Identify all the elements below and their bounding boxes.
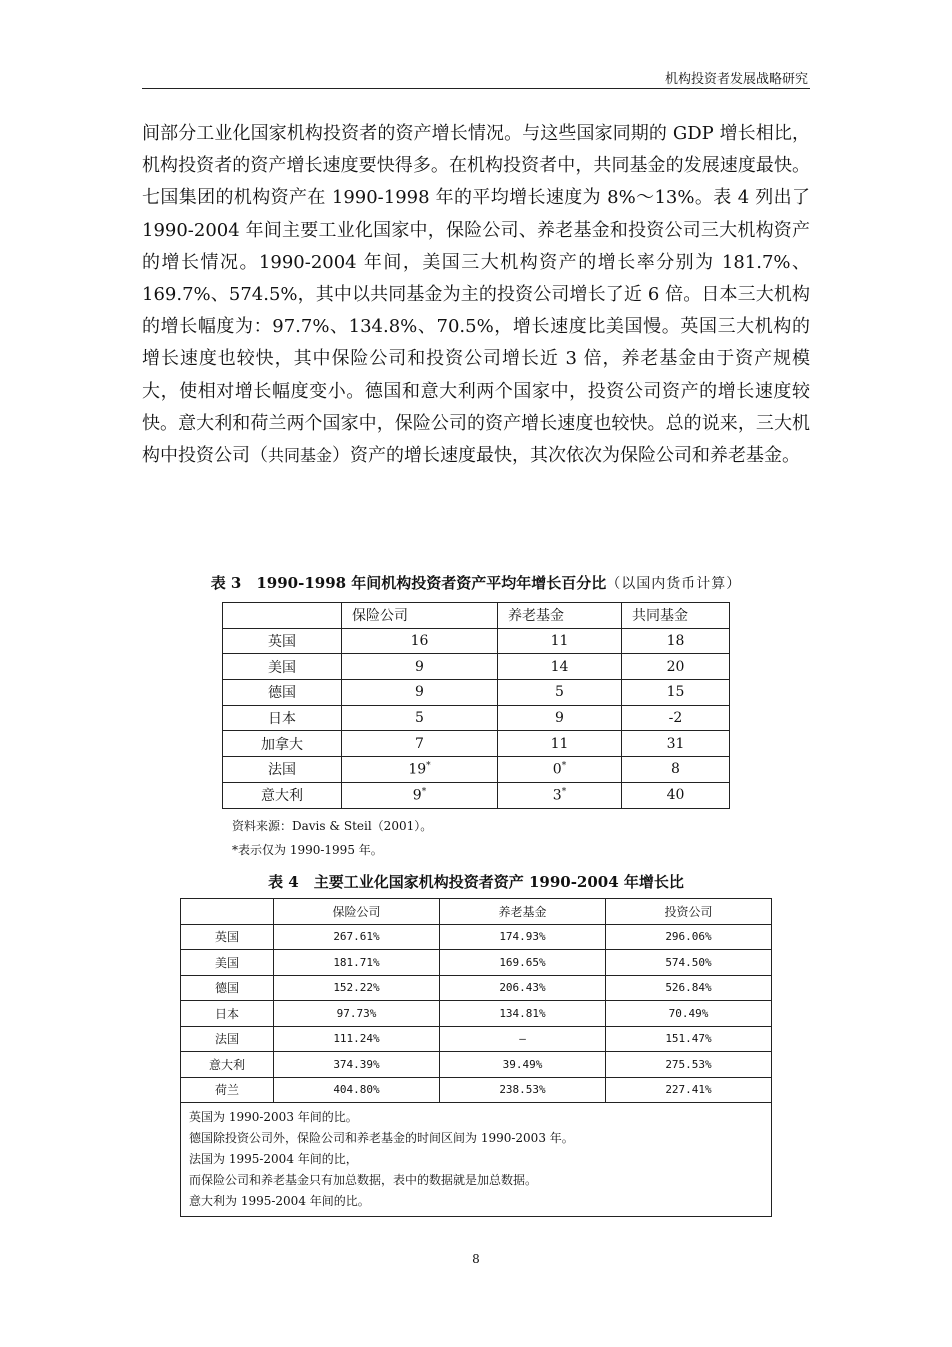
table3-cell: 0* <box>498 757 622 783</box>
table4-row <box>181 1026 772 1052</box>
table4-row <box>181 1001 772 1027</box>
table4-row-label: 美国 <box>181 950 274 976</box>
table4-body <box>181 924 772 1103</box>
table4-header-row <box>181 899 772 925</box>
table3-row-label: 日本 <box>223 705 342 731</box>
table4-notes-row <box>181 1103 772 1217</box>
table3-cell: 20 <box>622 654 730 680</box>
table3-caption <box>0 572 952 593</box>
table3-row-label: 德国 <box>223 680 342 706</box>
table3-row-label: 意大利 <box>223 782 342 808</box>
table3-row <box>223 782 730 808</box>
table4-row <box>181 1052 772 1078</box>
table3-row <box>223 757 730 783</box>
table3-cell: 8 <box>622 757 730 783</box>
table4-cell: 275.53% <box>606 1052 772 1078</box>
table3-row-label: 美国 <box>223 654 342 680</box>
table4-cell: 526.84% <box>606 975 772 1001</box>
table4-row-label: 英国 <box>181 924 274 950</box>
table3-cell: 31 <box>622 731 730 757</box>
table4-row <box>181 924 772 950</box>
table3-cell: 9 <box>342 680 498 706</box>
page-number: 8 <box>472 1252 480 1266</box>
table3 <box>222 602 730 809</box>
table3-row-label: 英国 <box>223 628 342 654</box>
table4-cell: — <box>440 1026 606 1052</box>
table4-cell: 151.47% <box>606 1026 772 1052</box>
table4-note: 而保险公司和养老基金只有加总数据，表中的数据就是加总数据。 <box>189 1173 538 1187</box>
table3-row <box>223 654 730 680</box>
table4-cell: 39.49% <box>440 1052 606 1078</box>
table3-header-cell: 共同基金 <box>622 603 730 629</box>
table4-note: 法国为 1995-2004 年间的比， <box>189 1152 358 1166</box>
paragraph-part-2: ）资产的增长速度最快，其次依次为保险公司和养老基金。 <box>332 445 801 467</box>
table3-row <box>223 680 730 706</box>
table4-row-label: 法国 <box>181 1026 274 1052</box>
body-paragraph <box>142 118 810 472</box>
table3-cell: 9* <box>342 782 498 808</box>
table4-cell: 174.93% <box>440 924 606 950</box>
table3-row-label: 法国 <box>223 757 342 783</box>
paragraph-emphasis: 共同基金 <box>268 446 333 466</box>
paragraph-part-1: 间部分工业化国家机构投资者的资产增长情况。与这些国家同期的 GDP 增长相比，机构投资者的资产增长速度要快得多。在机构投资者中，共同基金的发展速度最快。七国集团的机构资产在 1990-1998 年的平均增长速度为 8%～13%。表 4 列出了 1990-2004 年间主要工业化国家中，保险公司、养老基金和投资公司三大机构资产的增长情况。1990-2004 年间，美国三大机构资产的增长率分别为 181.7%、169.7%、574.5%，其中以共同基金为主的投资公司增长了近 6 倍。日本三大机构的增长幅度为：97.7%、134.8%、70.5%，增长速度比美国慢。英国三大机构的增长速度也较快，其中保险公司和投资公司增长近 3 倍，养老基金由于资产规模大，使相对增长幅度变小。德国和意大利两个国家中，投资公司资产的增长速度较快。意大利和荷兰两个国家中，保险公司的资产增长速度也较快。总的说来，三大机构中投资公司（ <box>142 123 810 467</box>
table4-cell: 296.06% <box>606 924 772 950</box>
table4-row <box>181 1077 772 1103</box>
table3-row-label: 加拿大 <box>223 731 342 757</box>
table4-note: 意大利为 1995-2004 年间的比。 <box>189 1194 370 1208</box>
table3-cell: 5 <box>498 680 622 706</box>
table3-cell: 19* <box>342 757 498 783</box>
table3-cell: 40 <box>622 782 730 808</box>
table3-cell: 15 <box>622 680 730 706</box>
table4-row-label: 意大利 <box>181 1052 274 1078</box>
table3-row <box>223 705 730 731</box>
table3-caption-title: 表 3 1990-1998 年间机构投资者资产平均年增长百分比 <box>210 574 607 592</box>
table4-cell: 374.39% <box>274 1052 440 1078</box>
table4-cell: 181.71% <box>274 950 440 976</box>
table3-header-cell <box>223 603 342 629</box>
table3-cell: 11 <box>498 628 622 654</box>
table3-cell: 9 <box>498 705 622 731</box>
table4-cell: 169.65% <box>440 950 606 976</box>
table4-row-label: 日本 <box>181 1001 274 1027</box>
table3-cell: 14 <box>498 654 622 680</box>
table3-caption-note: （以国内货币计算） <box>606 576 742 592</box>
table4-cell: 111.24% <box>274 1026 440 1052</box>
table4-caption: 表 4 主要工业化国家机构投资者资产 1990-2004 年增长比 <box>268 873 684 891</box>
table4-cell: 206.43% <box>440 975 606 1001</box>
table4-header-cell: 保险公司 <box>274 899 440 925</box>
table4-cell: 97.73% <box>274 1001 440 1027</box>
table3-cell: 5 <box>342 705 498 731</box>
table3-source: 资料来源：Davis & Steil（2001）。 <box>232 819 433 833</box>
table3-row <box>223 628 730 654</box>
table4-cell: 227.41% <box>606 1077 772 1103</box>
table4-note: 德国除投资公司外，保险公司和养老基金的时间区间为 1990-2003 年。 <box>189 1131 574 1145</box>
table3-header-cell: 保险公司 <box>342 603 498 629</box>
table4 <box>180 898 772 1217</box>
table3-cell: -2 <box>622 705 730 731</box>
table3-header-cell: 养老基金 <box>498 603 622 629</box>
paragraph-text <box>142 118 810 472</box>
table3-cell: 16 <box>342 628 498 654</box>
table4-notes <box>181 1103 772 1217</box>
table3-cell: 7 <box>342 731 498 757</box>
table4-header-cell <box>181 899 274 925</box>
header-title: 机构投资者发展战略研究 <box>664 72 808 87</box>
table4-note: 英国为 1990-2003 年间的比。 <box>189 1110 358 1124</box>
table3-cell: 3* <box>498 782 622 808</box>
table3-cell: 9 <box>342 654 498 680</box>
table3-body <box>223 628 730 808</box>
table3-footnote: *表示仅为 1990-1995 年。 <box>232 843 383 857</box>
table3-cell: 18 <box>622 628 730 654</box>
table4-cell: 134.81% <box>440 1001 606 1027</box>
table4-cell: 238.53% <box>440 1077 606 1103</box>
table4-cell: 404.80% <box>274 1077 440 1103</box>
table4-row-label: 德国 <box>181 975 274 1001</box>
table3-cell: 11 <box>498 731 622 757</box>
table4-row-label: 荷兰 <box>181 1077 274 1103</box>
table4-header-cell: 养老基金 <box>440 899 606 925</box>
table4-cell: 70.49% <box>606 1001 772 1027</box>
table4-header-cell: 投资公司 <box>606 899 772 925</box>
table4-row <box>181 975 772 1001</box>
running-header <box>142 66 810 89</box>
table4-cell: 152.22% <box>274 975 440 1001</box>
table4-cell: 574.50% <box>606 950 772 976</box>
table3-row <box>223 731 730 757</box>
table4-cell: 267.61% <box>274 924 440 950</box>
table4-row <box>181 950 772 976</box>
table3-header-row <box>223 603 730 629</box>
